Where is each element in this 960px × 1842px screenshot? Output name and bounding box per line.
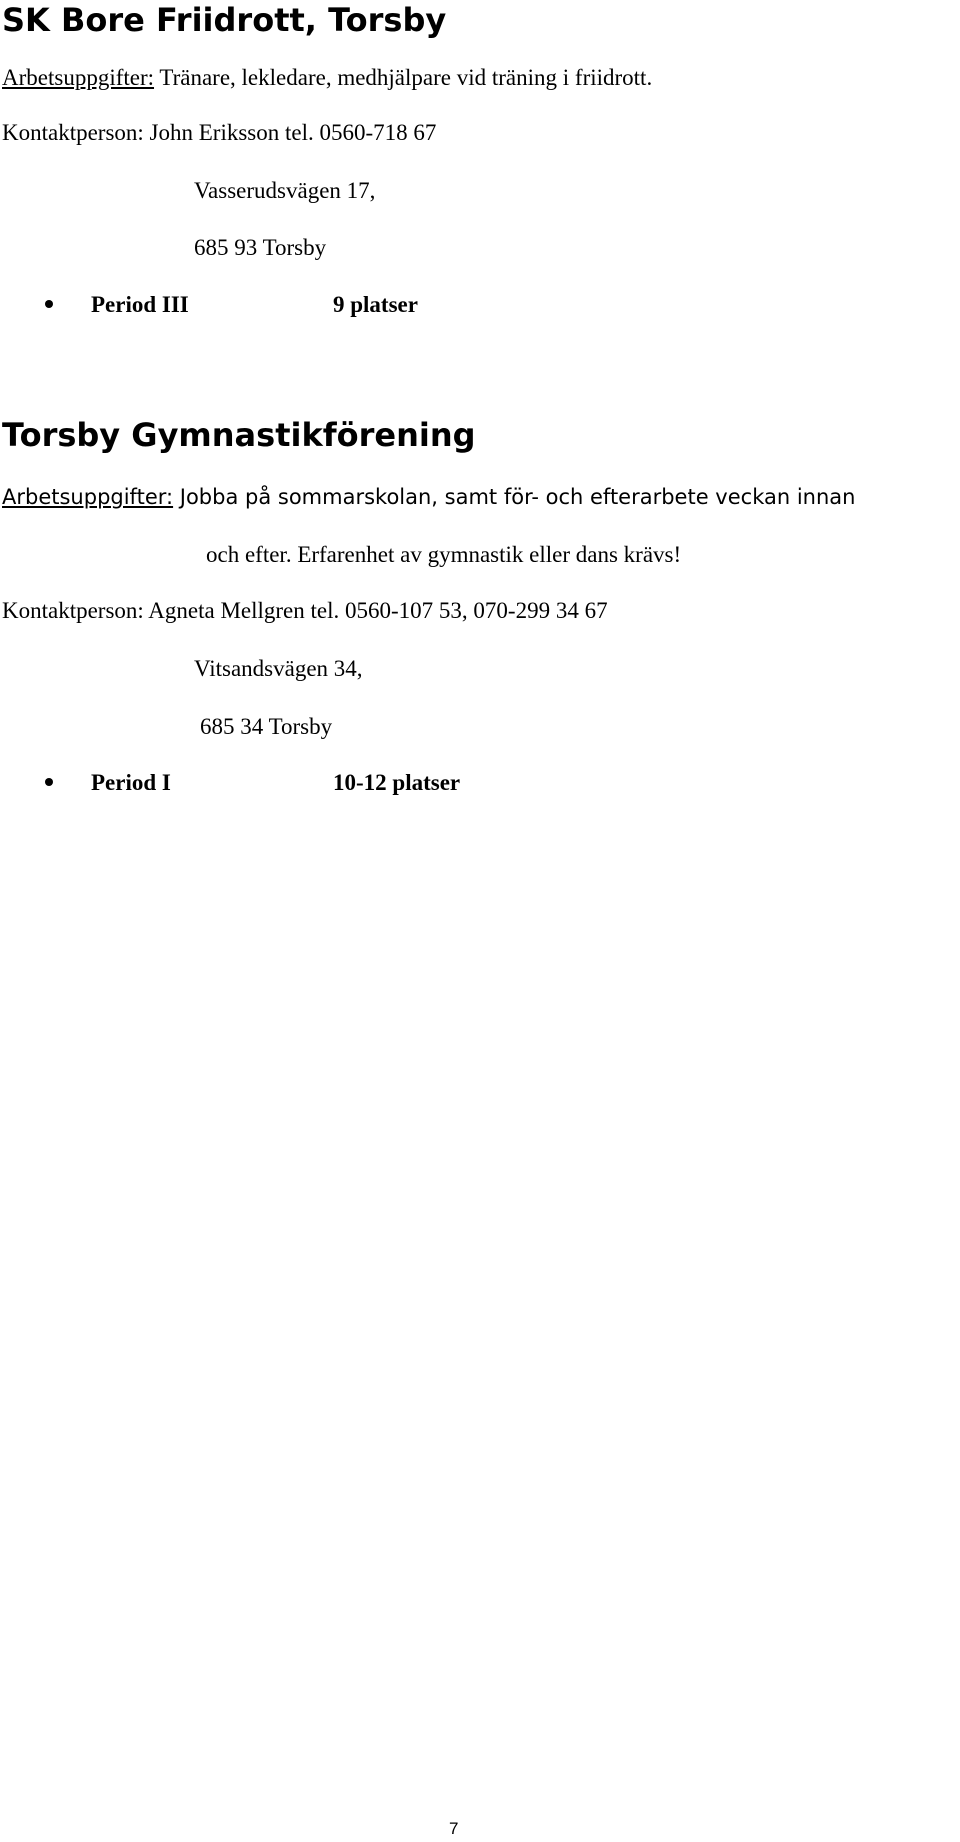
section1-tasks-text: Tränare, lekledare, medhjälpare vid träning i friidrott. xyxy=(159,65,653,90)
section1-address-line2: 685 93 Torsby xyxy=(194,235,327,260)
section2-title: Torsby Gymnastikförening xyxy=(2,416,476,454)
section1-bullet-icon xyxy=(45,300,53,308)
section2-tasks xyxy=(2,482,855,512)
section2-address-line1: Vitsandsvägen 34, xyxy=(194,656,363,681)
section1-tasks xyxy=(2,63,652,93)
section1-contact: Kontaktperson: John Eriksson tel. 0560-718 67 xyxy=(2,120,437,145)
section2-period: Period I xyxy=(91,770,171,795)
section2-contact: Kontaktperson: Agneta Mellgren tel. 0560-107 53, 070-299 34 67 xyxy=(2,598,608,623)
section1-address-line1: Vasserudsvägen 17, xyxy=(194,178,376,203)
section1-tasks-label: Arbetsuppgifter: xyxy=(2,65,155,90)
section2-tasks-label: Arbetsuppgifter: xyxy=(2,485,174,509)
section2-address-line2: 685 34 Torsby xyxy=(200,714,333,739)
section1-places: 9 platser xyxy=(333,292,418,317)
section2-bullet-icon xyxy=(45,778,53,786)
page-number: 7 xyxy=(449,1819,459,1838)
section1-title: SK Bore Friidrott, Torsby xyxy=(2,1,447,39)
section2-tasks-text: Jobba på sommarskolan, samt för- och efterarbete veckan innan xyxy=(179,485,856,509)
section1-period: Period III xyxy=(91,292,189,317)
section2-tasks-cont: och efter. Erfarenhet av gymnastik eller dans krävs! xyxy=(206,542,682,567)
section2-places: 10-12 platser xyxy=(333,770,461,795)
